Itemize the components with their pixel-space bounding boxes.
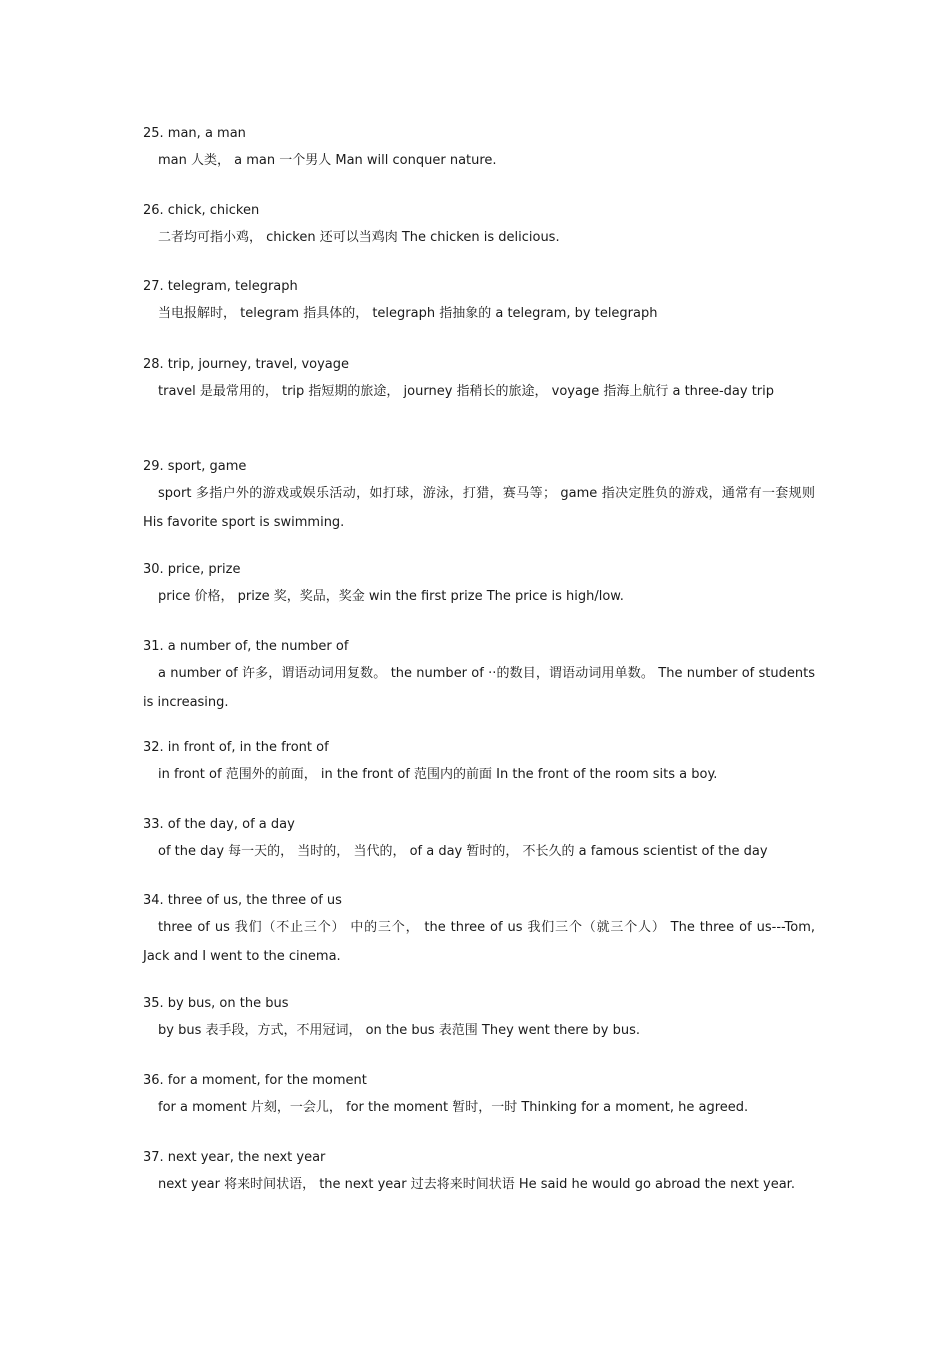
- entry-body: sport 多指户外的游戏或娱乐活动，如打球，游泳，打猎，赛马等； game 指决定胜负的游戏，通常有一套规则 His favorite sport is swimming.: [143, 486, 815, 530]
- entry-36: [143, 1071, 815, 1122]
- entry-35: [143, 994, 815, 1045]
- entry-26: [143, 201, 815, 252]
- entry-title: 25. man, a man: [143, 126, 246, 141]
- entry-body: man 人类， a man 一个男人 Man will conquer nature.: [158, 153, 497, 168]
- entry-body: in front of 范围外的前面， in the front of 范围内的前面 In the front of the room sits a boy.: [158, 767, 718, 782]
- entry-title: 37. next year, the next year: [143, 1150, 326, 1165]
- entry-body: price 价格， prize 奖，奖品，奖金 win the first prize The price is high/low.: [158, 589, 624, 604]
- entry-title: 27. telegram, telegraph: [143, 279, 298, 294]
- entry-body: travel 是最常用的， trip 指短期的旅途， journey 指稍长的旅途， voyage 指海上航行 a three-day trip: [158, 384, 775, 399]
- entry-body: a number of 许多，谓语动词用复数。 the number of ··的数目，谓语动词用单数。 The number of students is increasing.: [143, 666, 815, 710]
- entry-title: 36. for a moment, for the moment: [143, 1073, 367, 1088]
- entry-25: [143, 124, 815, 175]
- entry-body: 当电报解时， telegram 指具体的， telegraph 指抽象的 a telegram, by telegraph: [158, 306, 658, 321]
- entry-32: [143, 738, 815, 789]
- entry-30: [143, 560, 815, 611]
- entry-body: three of us 我们（不止三个） 中的三个， the three of us 我们三个（就三个人） The three of us---Tom, Jack and I went to the cinema.: [143, 920, 815, 964]
- entry-body: for a moment 片刻，一会儿， for the moment 暂时，一时 Thinking for a moment, he agreed.: [158, 1100, 749, 1115]
- entry-title: 30. price, prize: [143, 562, 241, 577]
- entry-title: 26. chick, chicken: [143, 203, 260, 218]
- entry-body: by bus 表手段，方式，不用冠词， on the bus 表范围 They went there by bus.: [158, 1023, 641, 1038]
- entry-title: 29. sport, game: [143, 459, 247, 474]
- entry-title: 33. of the day, of a day: [143, 817, 295, 832]
- entry-title: 32. in front of, in the front of: [143, 740, 329, 755]
- entry-body: 二者均可指小鸡， chicken 还可以当鸡肉 The chicken is delicious.: [158, 230, 560, 245]
- entry-33: [143, 815, 815, 866]
- entry-31: [143, 637, 815, 717]
- entry-34: [143, 891, 815, 971]
- entry-title: 35. by bus, on the bus: [143, 996, 289, 1011]
- entry-title: 31. a number of, the number of: [143, 639, 349, 654]
- entry-28: [143, 355, 815, 406]
- entry-body: next year 将来时间状语， the next year 过去将来时间状语 He said he would go abroad the next year.: [158, 1177, 795, 1192]
- entry-title: 34. three of us, the three of us: [143, 893, 342, 908]
- entry-37: [143, 1148, 815, 1199]
- entry-body: of the day 每一天的， 当时的， 当代的， of a day 暂时的， 不长久的 a famous scientist of the day: [158, 844, 768, 859]
- entry-title: 28. trip, journey, travel, voyage: [143, 357, 350, 372]
- entry-27: [143, 277, 815, 328]
- entry-29: [143, 457, 815, 537]
